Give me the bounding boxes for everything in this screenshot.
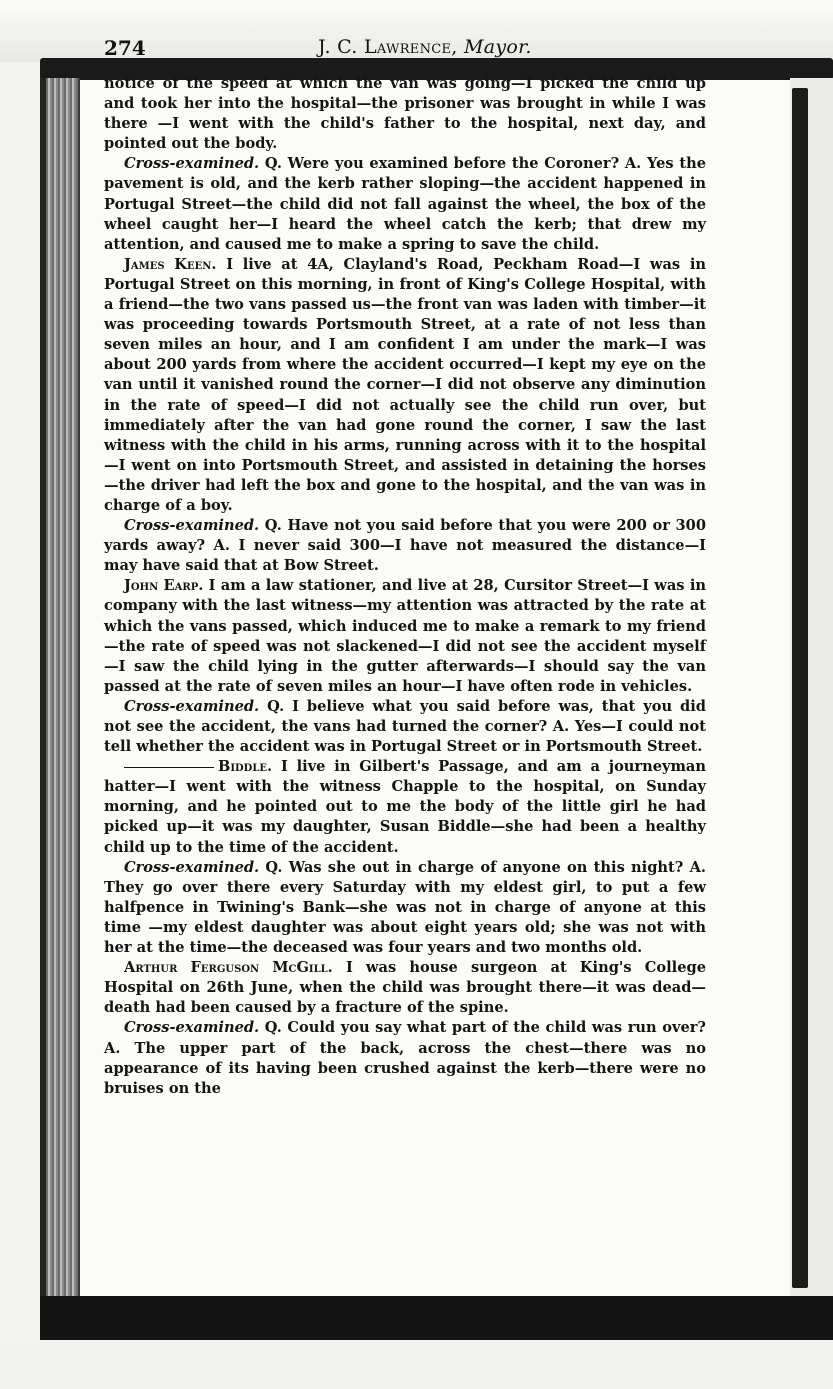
paragraph-cross-examination — [104, 858, 706, 958]
paragraph-cross-examination — [104, 516, 706, 576]
page-header — [104, 28, 704, 62]
running-title-role: Mayor. — [463, 36, 532, 58]
paragraph-text: I was house surgeon at King's College Hospital on 26th June, when the child was brought there—it was dead—death had been caused by a fracture of the spine. — [104, 959, 706, 1017]
scan-background-bottom — [0, 1340, 833, 1389]
running-title-name: J. C. Lawrence, — [318, 36, 458, 58]
witness-name: John Earp. — [124, 577, 204, 595]
paragraph-text: I am a law stationer, and live at 28, Cursitor Street—I was in company with the last witness—my attention was attracted by the rate at which the vans passed, which induced me to make a remark to my friend—the rate of speed was not slackened—I did not see the accident myself—I saw the child lying in the gutter afterwards—I should say the van passed at the rate of seven miles an hour—I have often rode in vehicles. — [104, 577, 706, 695]
paragraph-cross-examination — [104, 154, 706, 254]
paragraph-label: Cross-examined. — [124, 697, 260, 715]
paragraph-text: I live at 4A, Clayland's Road, Peckham Road—I was in Portugal Street on this morning, in front of King's College Hospital, with a friend—the two vans passed us—the front van was laden with timber—it was proceeding towards Portsmouth Street, at a rate of not less than seven miles an hour, and I am confident I am under the mark—I was about 200 yards from where the accident occurred—I kept my eye on the van until it vanished round the corner—I did not observe any diminution in the rate of speed—I did not actually see the child run over, but immediately after the van had gone round the corner, I saw the last witness with the child in his arms, running across with it to the hospital—I went on into Portsmouth Street, and assisted in detaining the horses—the driver had left the box and gone to the hospital, and the van was in charge of a boy. — [104, 255, 707, 514]
paragraph-text: Q. Was she out in charge of anyone on this night? A. They go over there every Saturday with my eldest girl, to put a few halfpence in Twining's Bank—she was not in charge of anyone at this time —my eldest daughter was about eight years old; she was not with her at the time—the deceased was four years and two months old. — [104, 858, 706, 957]
witness-name: James Keen. — [124, 255, 217, 273]
paragraph-cross-examination — [104, 697, 706, 757]
paragraph-witness-biddle — [104, 757, 706, 857]
book-cover-right-edge — [792, 88, 808, 1288]
paragraph-text: Q. I believe what you said before was, that you did not see the accident, the vans had turned the corner? A. Yes—I could not tell whether the accident was in Portugal Street or in Portsmouth Street. — [104, 697, 706, 756]
paragraph-label: Cross-examined. — [124, 1019, 260, 1037]
paragraph-label: Cross-examined. — [124, 517, 260, 535]
book-spine-shadow — [40, 78, 46, 1298]
paragraph-witness-james-keen — [104, 255, 706, 516]
paragraph-text: I live in Gilbert's Passage, and am a journeyman hatter—I went with the witness Chapple to the hospital, on Sunday morning, and he pointed out to me the body of the little girl he had picked up—it was my daughter, Susan Biddle—she had been a healthy child up to the time of the accident. — [104, 758, 706, 856]
paragraph-witness-john-earp — [104, 576, 706, 697]
running-title — [318, 36, 532, 58]
blank-name-dash — [124, 767, 214, 768]
witness-name: Biddle. — [218, 758, 273, 776]
book-cover-bottom-edge — [40, 1296, 833, 1340]
paragraph-text: Q. Could you say what part of the child was run over? A. The upper part of the back, across the chest—there was no appearance of its having been crushed against the kerb—there were no bruises on the — [104, 1019, 706, 1097]
paragraph-cross-examination — [104, 1018, 706, 1098]
page-number: 274 — [104, 36, 146, 60]
paragraph-witness-mcgill — [104, 958, 706, 1018]
book-page-edges-left — [40, 78, 80, 1298]
paragraph-label: Cross-examined. — [124, 858, 260, 876]
paragraph-text: notice of the speed at which the van was going—I picked the child up and took her into the hospital—the prisoner was brought in while I was there —I went with the child's father to the hospital, next day, and pointed out the body. — [104, 75, 706, 153]
paragraph-text: Q. Were you examined before the Coroner? A. Yes the pavement is old, and the kerb rather sloping—the accident happened in Portugal Street—the child did not fall against the wheel, the box of the wheel caught her—I heard the wheel catch the kerb; that drew my attention, and caused me to make a spring to save the child. — [104, 155, 706, 253]
paragraph-label: Cross-examined. — [124, 155, 260, 173]
paragraph-continuation — [104, 74, 706, 154]
paragraph-text: Q. Have not you said before that you were 200 or 300 yards away? A. I never said 300—I have not measured the distance—I may have said that at Bow Street. — [104, 517, 706, 575]
page-body-text — [104, 74, 706, 1099]
witness-name: Arthur Ferguson McGill. — [124, 959, 333, 977]
